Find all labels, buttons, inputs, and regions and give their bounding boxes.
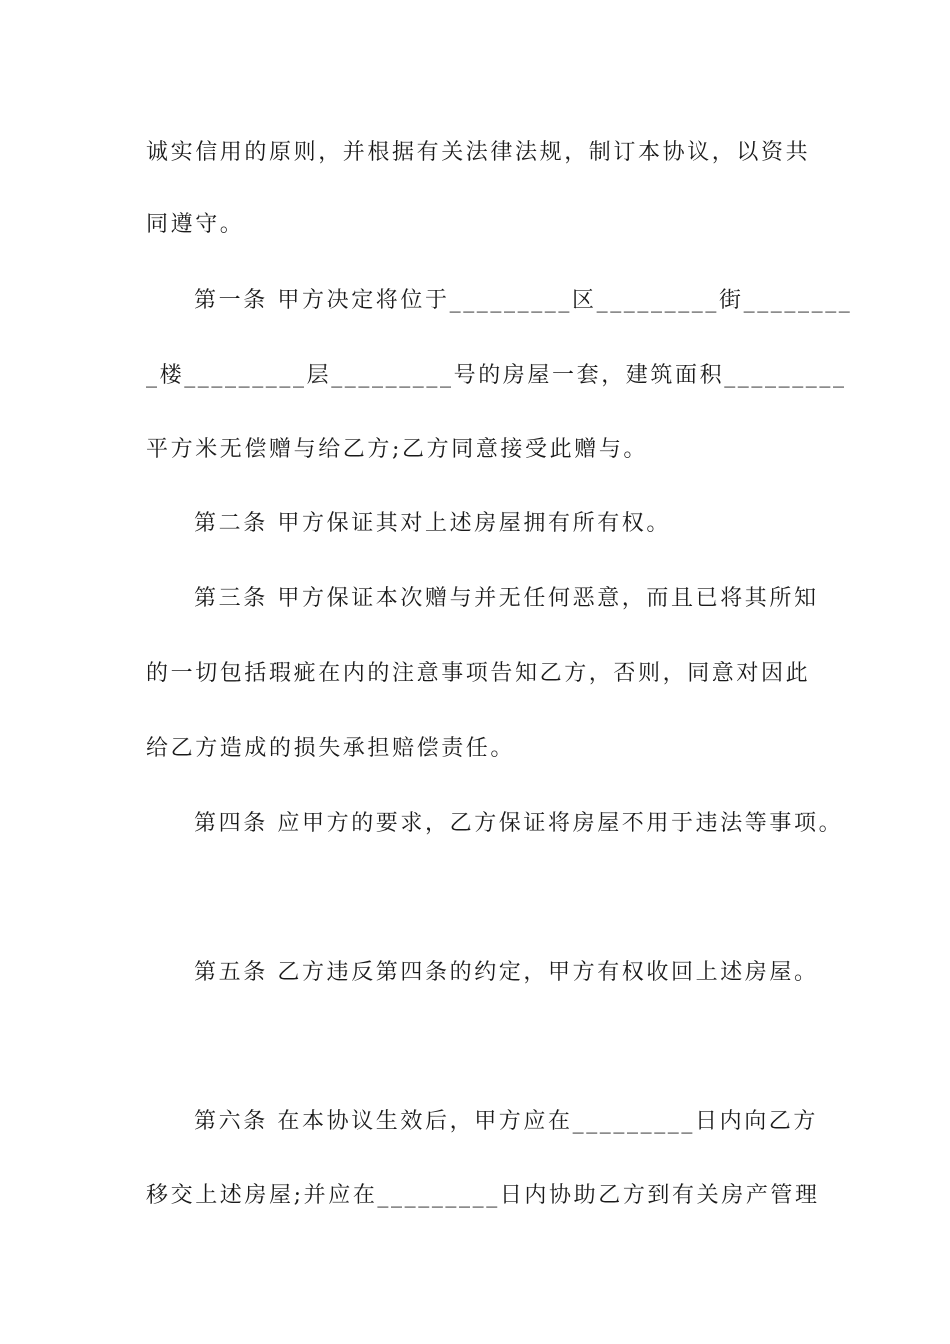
article-4-line-1: 第四条 应甲方的要求，乙方保证将房屋不用于违法等事项。	[194, 811, 844, 836]
article-1-line-3: 平方米无偿赠与给乙方;乙方同意接受此赠与。	[146, 437, 649, 462]
article-3-line-3: 给乙方造成的损失承担赔偿责任。	[146, 736, 516, 761]
article-6-line-1: 第六条 在本协议生效后，甲方应在_________日内向乙方	[194, 1109, 818, 1134]
article-1-line-1: 第一条 甲方决定将位于_________区_________街________	[194, 288, 853, 313]
paragraph-intro-line-1: 诚实信用的原则，并根据有关法律法规，制订本协议，以资共	[146, 140, 811, 165]
paragraph-intro-line-2: 同遵守。	[146, 212, 245, 237]
article-5-line-1: 第五条 乙方违反第四条的约定，甲方有权收回上述房屋。	[194, 960, 819, 985]
article-2-line-1: 第二条 甲方保证其对上述房屋拥有所有权。	[194, 511, 671, 536]
article-3-line-1: 第三条 甲方保证本次赠与并无任何恶意，而且已将其所知	[194, 586, 819, 611]
article-3-line-2: 的一切包括瑕疵在内的注意事项告知乙方，否则，同意对因此	[146, 661, 811, 686]
article-6-line-2: 移交上述房屋;并应在_________日内协助乙方到有关房产管理	[146, 1183, 820, 1208]
article-1-line-2: _楼_________层_________号的房屋一套，建筑面积_________	[146, 363, 847, 388]
